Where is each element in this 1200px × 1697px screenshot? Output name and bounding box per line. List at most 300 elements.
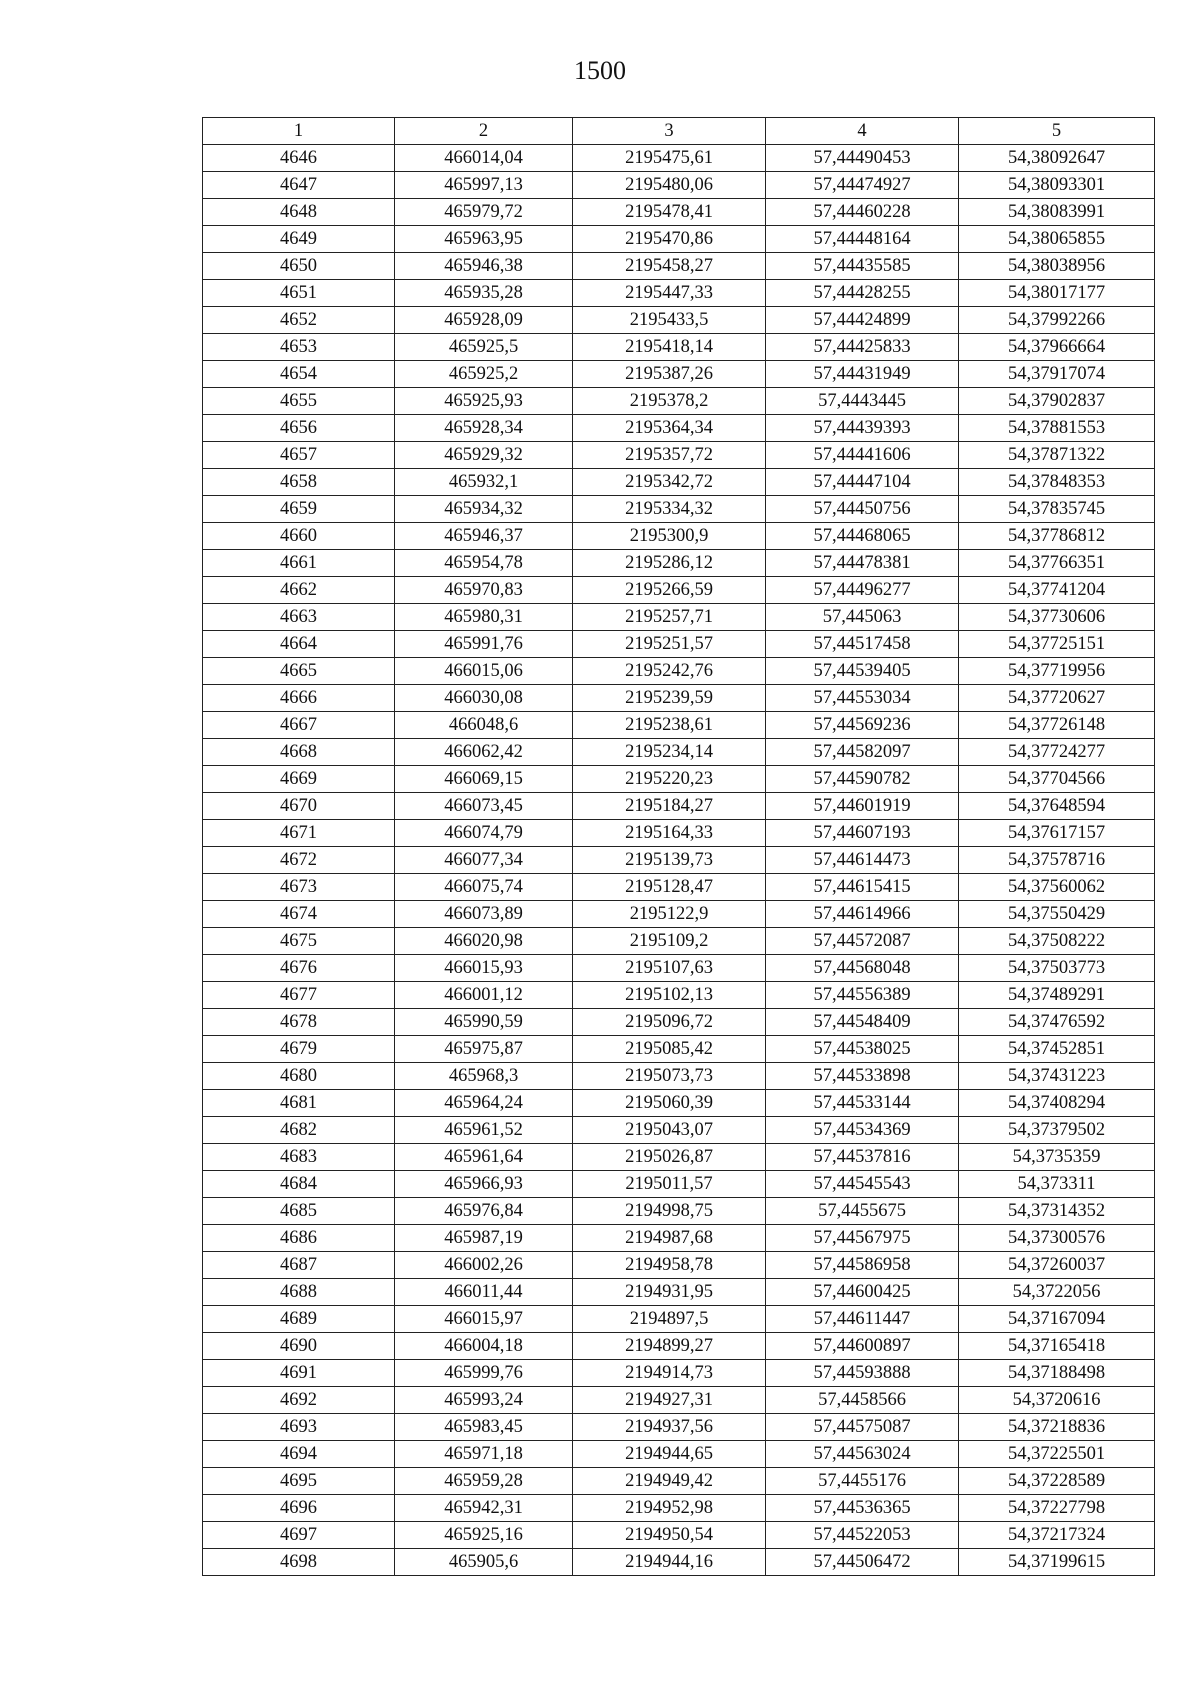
table-cell-col-2: 466073,89 [395, 901, 573, 928]
table-cell-col-3: 2194931,95 [573, 1279, 766, 1306]
table-cell-col-1: 4677 [203, 982, 395, 1009]
table-row [203, 685, 1155, 712]
table-cell-col-3: 2195164,33 [573, 820, 766, 847]
table-cell-col-2: 465925,93 [395, 388, 573, 415]
table-cell-col-4: 57,4455176 [766, 1468, 959, 1495]
table-header [203, 118, 1155, 145]
table-cell-col-1: 4661 [203, 550, 395, 577]
table-cell-col-1: 4649 [203, 226, 395, 253]
table-cell-col-2: 466048,6 [395, 712, 573, 739]
table-cell-col-3: 2195238,61 [573, 712, 766, 739]
table-row [203, 1009, 1155, 1036]
table-cell-col-2: 465925,5 [395, 334, 573, 361]
table-row [203, 1360, 1155, 1387]
table-row [203, 982, 1155, 1009]
table-cell-col-4: 57,44506472 [766, 1549, 959, 1576]
table-row [203, 361, 1155, 388]
column-header-5: 5 [959, 118, 1155, 145]
table-cell-col-3: 2195433,5 [573, 307, 766, 334]
table-row [203, 1171, 1155, 1198]
table-row [203, 1333, 1155, 1360]
table-row [203, 253, 1155, 280]
table-cell-col-2: 465925,2 [395, 361, 573, 388]
table-cell-col-5: 54,37165418 [959, 1333, 1155, 1360]
table-cell-col-2: 465963,95 [395, 226, 573, 253]
table-row [203, 496, 1155, 523]
table-cell-col-5: 54,37578716 [959, 847, 1155, 874]
table-row [203, 874, 1155, 901]
table-cell-col-2: 465979,72 [395, 199, 573, 226]
table-cell-col-5: 54,37379502 [959, 1117, 1155, 1144]
table-cell-col-4: 57,44600897 [766, 1333, 959, 1360]
table-cell-col-3: 2195342,72 [573, 469, 766, 496]
table-cell-col-1: 4676 [203, 955, 395, 982]
table-cell-col-5: 54,37560062 [959, 874, 1155, 901]
table-cell-col-1: 4654 [203, 361, 395, 388]
table-cell-col-2: 465970,83 [395, 577, 573, 604]
table-cell-col-3: 2195357,72 [573, 442, 766, 469]
table-row [203, 1063, 1155, 1090]
table-cell-col-2: 465954,78 [395, 550, 573, 577]
table-cell-col-1: 4668 [203, 739, 395, 766]
table-cell-col-4: 57,44478381 [766, 550, 959, 577]
table-cell-col-1: 4681 [203, 1090, 395, 1117]
table-cell-col-4: 57,44600425 [766, 1279, 959, 1306]
table-cell-col-3: 2195073,73 [573, 1063, 766, 1090]
table-cell-col-2: 465964,24 [395, 1090, 573, 1117]
table-cell-col-3: 2194949,42 [573, 1468, 766, 1495]
table-cell-col-3: 2195242,76 [573, 658, 766, 685]
table-cell-col-1: 4691 [203, 1360, 395, 1387]
table-cell-col-5: 54,37452851 [959, 1036, 1155, 1063]
table-cell-col-2: 465935,28 [395, 280, 573, 307]
table-cell-col-5: 54,3720616 [959, 1387, 1155, 1414]
table-cell-col-5: 54,37725151 [959, 631, 1155, 658]
table-cell-col-3: 2195026,87 [573, 1144, 766, 1171]
table-cell-col-2: 466069,15 [395, 766, 573, 793]
table-row [203, 1198, 1155, 1225]
table-cell-col-4: 57,4455675 [766, 1198, 959, 1225]
table-cell-col-2: 465925,16 [395, 1522, 573, 1549]
table-cell-col-1: 4671 [203, 820, 395, 847]
table-cell-col-5: 54,37741204 [959, 577, 1155, 604]
table-cell-col-2: 465968,3 [395, 1063, 573, 1090]
table-cell-col-2: 465987,19 [395, 1225, 573, 1252]
table-cell-col-1: 4670 [203, 793, 395, 820]
table-cell-col-4: 57,44533898 [766, 1063, 959, 1090]
table-cell-col-5: 54,37766351 [959, 550, 1155, 577]
table-cell-col-5: 54,37476592 [959, 1009, 1155, 1036]
table-cell-col-1: 4664 [203, 631, 395, 658]
table-cell-col-2: 465980,31 [395, 604, 573, 631]
table-cell-col-2: 466073,45 [395, 793, 573, 820]
table-cell-col-4: 57,44496277 [766, 577, 959, 604]
table-cell-col-1: 4690 [203, 1333, 395, 1360]
table-cell-col-3: 2195220,23 [573, 766, 766, 793]
table-cell-col-3: 2195085,42 [573, 1036, 766, 1063]
table-cell-col-4: 57,44460228 [766, 199, 959, 226]
table-cell-col-2: 465975,87 [395, 1036, 573, 1063]
table-cell-col-4: 57,44447104 [766, 469, 959, 496]
table-cell-col-1: 4666 [203, 685, 395, 712]
table-cell-col-2: 466077,34 [395, 847, 573, 874]
table-row [203, 1036, 1155, 1063]
table-cell-col-2: 466001,12 [395, 982, 573, 1009]
table-cell-col-3: 2195011,57 [573, 1171, 766, 1198]
table-cell-col-3: 2195475,61 [573, 145, 766, 172]
table-cell-col-5: 54,37188498 [959, 1360, 1155, 1387]
table-cell-col-2: 465928,09 [395, 307, 573, 334]
table-cell-col-5: 54,37508222 [959, 928, 1155, 955]
table-cell-col-5: 54,37300576 [959, 1225, 1155, 1252]
table-cell-col-3: 2195378,2 [573, 388, 766, 415]
table-cell-col-4: 57,44538025 [766, 1036, 959, 1063]
table-cell-col-3: 2195364,34 [573, 415, 766, 442]
table-row [203, 1117, 1155, 1144]
table-cell-col-5: 54,38038956 [959, 253, 1155, 280]
table-cell-col-1: 4663 [203, 604, 395, 631]
table-row [203, 1279, 1155, 1306]
table-cell-col-2: 466015,97 [395, 1306, 573, 1333]
table-cell-col-1: 4693 [203, 1414, 395, 1441]
table-cell-col-1: 4652 [203, 307, 395, 334]
table-cell-col-3: 2195239,59 [573, 685, 766, 712]
table-cell-col-3: 2195266,59 [573, 577, 766, 604]
table-cell-col-2: 466030,08 [395, 685, 573, 712]
table-cell-col-1: 4683 [203, 1144, 395, 1171]
table-cell-col-2: 465983,45 [395, 1414, 573, 1441]
table-cell-col-4: 57,4458566 [766, 1387, 959, 1414]
table-cell-col-5: 54,37848353 [959, 469, 1155, 496]
table-cell-col-5: 54,37218836 [959, 1414, 1155, 1441]
table-cell-col-4: 57,44590782 [766, 766, 959, 793]
table-row [203, 1549, 1155, 1576]
table-cell-col-2: 465993,24 [395, 1387, 573, 1414]
table-cell-col-1: 4689 [203, 1306, 395, 1333]
table-row [203, 1468, 1155, 1495]
table-cell-col-3: 2194897,5 [573, 1306, 766, 1333]
table-cell-col-4: 57,44474927 [766, 172, 959, 199]
table-cell-col-2: 465946,37 [395, 523, 573, 550]
table-cell-col-4: 57,44441606 [766, 442, 959, 469]
table-cell-col-1: 4684 [203, 1171, 395, 1198]
table-cell-col-3: 2195234,14 [573, 739, 766, 766]
table-cell-col-3: 2195447,33 [573, 280, 766, 307]
table-cell-col-5: 54,37489291 [959, 982, 1155, 1009]
table-cell-col-2: 465942,31 [395, 1495, 573, 1522]
table-cell-col-1: 4660 [203, 523, 395, 550]
table-cell-col-2: 465990,59 [395, 1009, 573, 1036]
column-header-2: 2 [395, 118, 573, 145]
table-cell-col-5: 54,37431223 [959, 1063, 1155, 1090]
table-row [203, 1252, 1155, 1279]
table-cell-col-3: 2195418,14 [573, 334, 766, 361]
table-cell-col-3: 2194914,73 [573, 1360, 766, 1387]
table-cell-col-5: 54,37720627 [959, 685, 1155, 712]
table-cell-col-2: 465966,93 [395, 1171, 573, 1198]
table-cell-col-2: 466014,04 [395, 145, 573, 172]
table-cell-col-4: 57,44468065 [766, 523, 959, 550]
table-row [203, 469, 1155, 496]
table-cell-col-1: 4658 [203, 469, 395, 496]
table-cell-col-2: 466062,42 [395, 739, 573, 766]
table-row [203, 577, 1155, 604]
table-cell-col-2: 465934,32 [395, 496, 573, 523]
table-cell-col-4: 57,44556389 [766, 982, 959, 1009]
table-cell-col-3: 2195043,07 [573, 1117, 766, 1144]
table-cell-col-3: 2195478,41 [573, 199, 766, 226]
table-cell-col-5: 54,37719956 [959, 658, 1155, 685]
table-cell-col-4: 57,44539405 [766, 658, 959, 685]
table-cell-col-4: 57,44428255 [766, 280, 959, 307]
table-cell-col-1: 4692 [203, 1387, 395, 1414]
table-row [203, 901, 1155, 928]
table-cell-col-3: 2195102,13 [573, 982, 766, 1009]
table-row [203, 172, 1155, 199]
table-cell-col-3: 2195387,26 [573, 361, 766, 388]
table-cell-col-3: 2194944,16 [573, 1549, 766, 1576]
table-cell-col-1: 4657 [203, 442, 395, 469]
table-cell-col-5: 54,37835745 [959, 496, 1155, 523]
table-row [203, 415, 1155, 442]
table-cell-col-5: 54,37314352 [959, 1198, 1155, 1225]
table-cell-col-5: 54,37704566 [959, 766, 1155, 793]
table-row [203, 820, 1155, 847]
table-cell-col-1: 4655 [203, 388, 395, 415]
table-cell-col-4: 57,44450756 [766, 496, 959, 523]
table-cell-col-4: 57,44537816 [766, 1144, 959, 1171]
table-cell-col-5: 54,373311 [959, 1171, 1155, 1198]
table-row [203, 847, 1155, 874]
table-cell-col-5: 54,37992266 [959, 307, 1155, 334]
table-cell-col-5: 54,37617157 [959, 820, 1155, 847]
table-cell-col-3: 2195300,9 [573, 523, 766, 550]
table-cell-col-1: 4682 [203, 1117, 395, 1144]
table-cell-col-4: 57,44611447 [766, 1306, 959, 1333]
table-cell-col-1: 4688 [203, 1279, 395, 1306]
table-cell-col-1: 4686 [203, 1225, 395, 1252]
table-cell-col-2: 466020,98 [395, 928, 573, 955]
table-row [203, 1090, 1155, 1117]
table-cell-col-4: 57,44586958 [766, 1252, 959, 1279]
table-row [203, 712, 1155, 739]
table-cell-col-5: 54,37881553 [959, 415, 1155, 442]
table-cell-col-1: 4697 [203, 1522, 395, 1549]
table-row [203, 1225, 1155, 1252]
table-cell-col-5: 54,37726148 [959, 712, 1155, 739]
table-cell-col-4: 57,44601919 [766, 793, 959, 820]
table-cell-col-5: 54,37217324 [959, 1522, 1155, 1549]
table-cell-col-1: 4694 [203, 1441, 395, 1468]
table-cell-col-1: 4647 [203, 172, 395, 199]
table-cell-col-3: 2194899,27 [573, 1333, 766, 1360]
table-cell-col-3: 2195128,47 [573, 874, 766, 901]
column-header-3: 3 [573, 118, 766, 145]
table-row [203, 604, 1155, 631]
table-cell-col-2: 466074,79 [395, 820, 573, 847]
column-header-4: 4 [766, 118, 959, 145]
table-cell-col-2: 465905,6 [395, 1549, 573, 1576]
table-cell-col-1: 4678 [203, 1009, 395, 1036]
table-cell-col-5: 54,37550429 [959, 901, 1155, 928]
table-row [203, 307, 1155, 334]
table-cell-col-3: 2194952,98 [573, 1495, 766, 1522]
table-row [203, 550, 1155, 577]
table-cell-col-2: 466015,06 [395, 658, 573, 685]
table-cell-col-4: 57,44553034 [766, 685, 959, 712]
table-cell-col-3: 2194958,78 [573, 1252, 766, 1279]
header-row [203, 118, 1155, 145]
table-cell-col-1: 4659 [203, 496, 395, 523]
table-cell-col-3: 2195107,63 [573, 955, 766, 982]
table-cell-col-5: 54,37408294 [959, 1090, 1155, 1117]
table-cell-col-4: 57,44614473 [766, 847, 959, 874]
table-cell-col-4: 57,44536365 [766, 1495, 959, 1522]
table-cell-col-4: 57,44568048 [766, 955, 959, 982]
coordinates-table [202, 117, 1155, 1576]
table-cell-col-5: 54,3722056 [959, 1279, 1155, 1306]
table-cell-col-3: 2195480,06 [573, 172, 766, 199]
table-cell-col-2: 465928,34 [395, 415, 573, 442]
table-cell-col-4: 57,44533144 [766, 1090, 959, 1117]
table-cell-col-3: 2195184,27 [573, 793, 766, 820]
table-cell-col-1: 4646 [203, 145, 395, 172]
table-cell-col-4: 57,44563024 [766, 1441, 959, 1468]
table-cell-col-5: 54,38092647 [959, 145, 1155, 172]
table-cell-col-2: 465961,52 [395, 1117, 573, 1144]
table-cell-col-2: 465961,64 [395, 1144, 573, 1171]
table-cell-col-5: 54,38093301 [959, 172, 1155, 199]
table-cell-col-1: 4665 [203, 658, 395, 685]
table-cell-col-3: 2194987,68 [573, 1225, 766, 1252]
table-cell-col-1: 4679 [203, 1036, 395, 1063]
table-cell-col-1: 4648 [203, 199, 395, 226]
table-cell-col-5: 54,37648594 [959, 793, 1155, 820]
table-cell-col-1: 4674 [203, 901, 395, 928]
table-cell-col-3: 2195122,9 [573, 901, 766, 928]
table-row [203, 1144, 1155, 1171]
table-cell-col-1: 4662 [203, 577, 395, 604]
table-cell-col-3: 2195096,72 [573, 1009, 766, 1036]
table-cell-col-3: 2195109,2 [573, 928, 766, 955]
table-cell-col-1: 4672 [203, 847, 395, 874]
table-cell-col-2: 465971,18 [395, 1441, 573, 1468]
table-cell-col-1: 4680 [203, 1063, 395, 1090]
table-cell-col-1: 4673 [203, 874, 395, 901]
table-row [203, 928, 1155, 955]
table-cell-col-2: 466004,18 [395, 1333, 573, 1360]
table-cell-col-4: 57,44424899 [766, 307, 959, 334]
table-row [203, 1522, 1155, 1549]
table-cell-col-4: 57,44575087 [766, 1414, 959, 1441]
table-cell-col-3: 2195470,86 [573, 226, 766, 253]
table-cell-col-5: 54,37503773 [959, 955, 1155, 982]
table-cell-col-3: 2194944,65 [573, 1441, 766, 1468]
table-cell-col-4: 57,44425833 [766, 334, 959, 361]
table-cell-col-3: 2195139,73 [573, 847, 766, 874]
table-cell-col-5: 54,37225501 [959, 1441, 1155, 1468]
table-row [203, 226, 1155, 253]
table-cell-col-4: 57,44490453 [766, 145, 959, 172]
table-cell-col-5: 54,37786812 [959, 523, 1155, 550]
table-cell-col-4: 57,44614966 [766, 901, 959, 928]
table-cell-col-3: 2195286,12 [573, 550, 766, 577]
table-cell-col-5: 54,37724277 [959, 739, 1155, 766]
table-cell-col-4: 57,44545543 [766, 1171, 959, 1198]
table-cell-col-5: 54,37167094 [959, 1306, 1155, 1333]
table-row [203, 388, 1155, 415]
table-cell-col-5: 54,37917074 [959, 361, 1155, 388]
table-cell-col-5: 54,37260037 [959, 1252, 1155, 1279]
table-row [203, 1306, 1155, 1333]
table-cell-col-2: 465991,76 [395, 631, 573, 658]
table-row [203, 199, 1155, 226]
table-row [203, 1495, 1155, 1522]
table-cell-col-5: 54,37730606 [959, 604, 1155, 631]
table-cell-col-4: 57,44569236 [766, 712, 959, 739]
table-row [203, 523, 1155, 550]
table-cell-col-5: 54,37199615 [959, 1549, 1155, 1576]
table-cell-col-5: 54,37228589 [959, 1468, 1155, 1495]
table-row [203, 631, 1155, 658]
table-body [203, 145, 1155, 1576]
table-cell-col-5: 54,38083991 [959, 199, 1155, 226]
table-cell-col-2: 465997,13 [395, 172, 573, 199]
table-cell-col-4: 57,44534369 [766, 1117, 959, 1144]
table-row [203, 1414, 1155, 1441]
table-row [203, 766, 1155, 793]
table-cell-col-4: 57,44548409 [766, 1009, 959, 1036]
table-cell-col-4: 57,44567975 [766, 1225, 959, 1252]
table-row [203, 442, 1155, 469]
table-cell-col-5: 54,37966664 [959, 334, 1155, 361]
table-cell-col-3: 2194927,31 [573, 1387, 766, 1414]
table-cell-col-2: 465932,1 [395, 469, 573, 496]
table-cell-col-1: 4695 [203, 1468, 395, 1495]
table-cell-col-2: 466002,26 [395, 1252, 573, 1279]
table-cell-col-1: 4651 [203, 280, 395, 307]
table-cell-col-3: 2195257,71 [573, 604, 766, 631]
table-row [203, 793, 1155, 820]
table-cell-col-5: 54,37871322 [959, 442, 1155, 469]
table-cell-col-4: 57,44448164 [766, 226, 959, 253]
table-row [203, 658, 1155, 685]
table-cell-col-3: 2194937,56 [573, 1414, 766, 1441]
table-cell-col-1: 4653 [203, 334, 395, 361]
table-cell-col-1: 4669 [203, 766, 395, 793]
table-row [203, 1387, 1155, 1414]
table-cell-col-1: 4656 [203, 415, 395, 442]
table-cell-col-2: 466011,44 [395, 1279, 573, 1306]
table-cell-col-1: 4696 [203, 1495, 395, 1522]
table-cell-col-4: 57,4443445 [766, 388, 959, 415]
table-cell-col-3: 2195458,27 [573, 253, 766, 280]
table-cell-col-5: 54,38017177 [959, 280, 1155, 307]
table-cell-col-1: 4698 [203, 1549, 395, 1576]
table-cell-col-2: 465929,32 [395, 442, 573, 469]
table-cell-col-2: 465959,28 [395, 1468, 573, 1495]
table-cell-col-4: 57,44607193 [766, 820, 959, 847]
table-cell-col-1: 4685 [203, 1198, 395, 1225]
table-row [203, 145, 1155, 172]
table-row [203, 955, 1155, 982]
table-cell-col-2: 465999,76 [395, 1360, 573, 1387]
table-row [203, 334, 1155, 361]
table-cell-col-1: 4687 [203, 1252, 395, 1279]
table-cell-col-3: 2195251,57 [573, 631, 766, 658]
table-cell-col-3: 2194950,54 [573, 1522, 766, 1549]
table-cell-col-4: 57,44572087 [766, 928, 959, 955]
